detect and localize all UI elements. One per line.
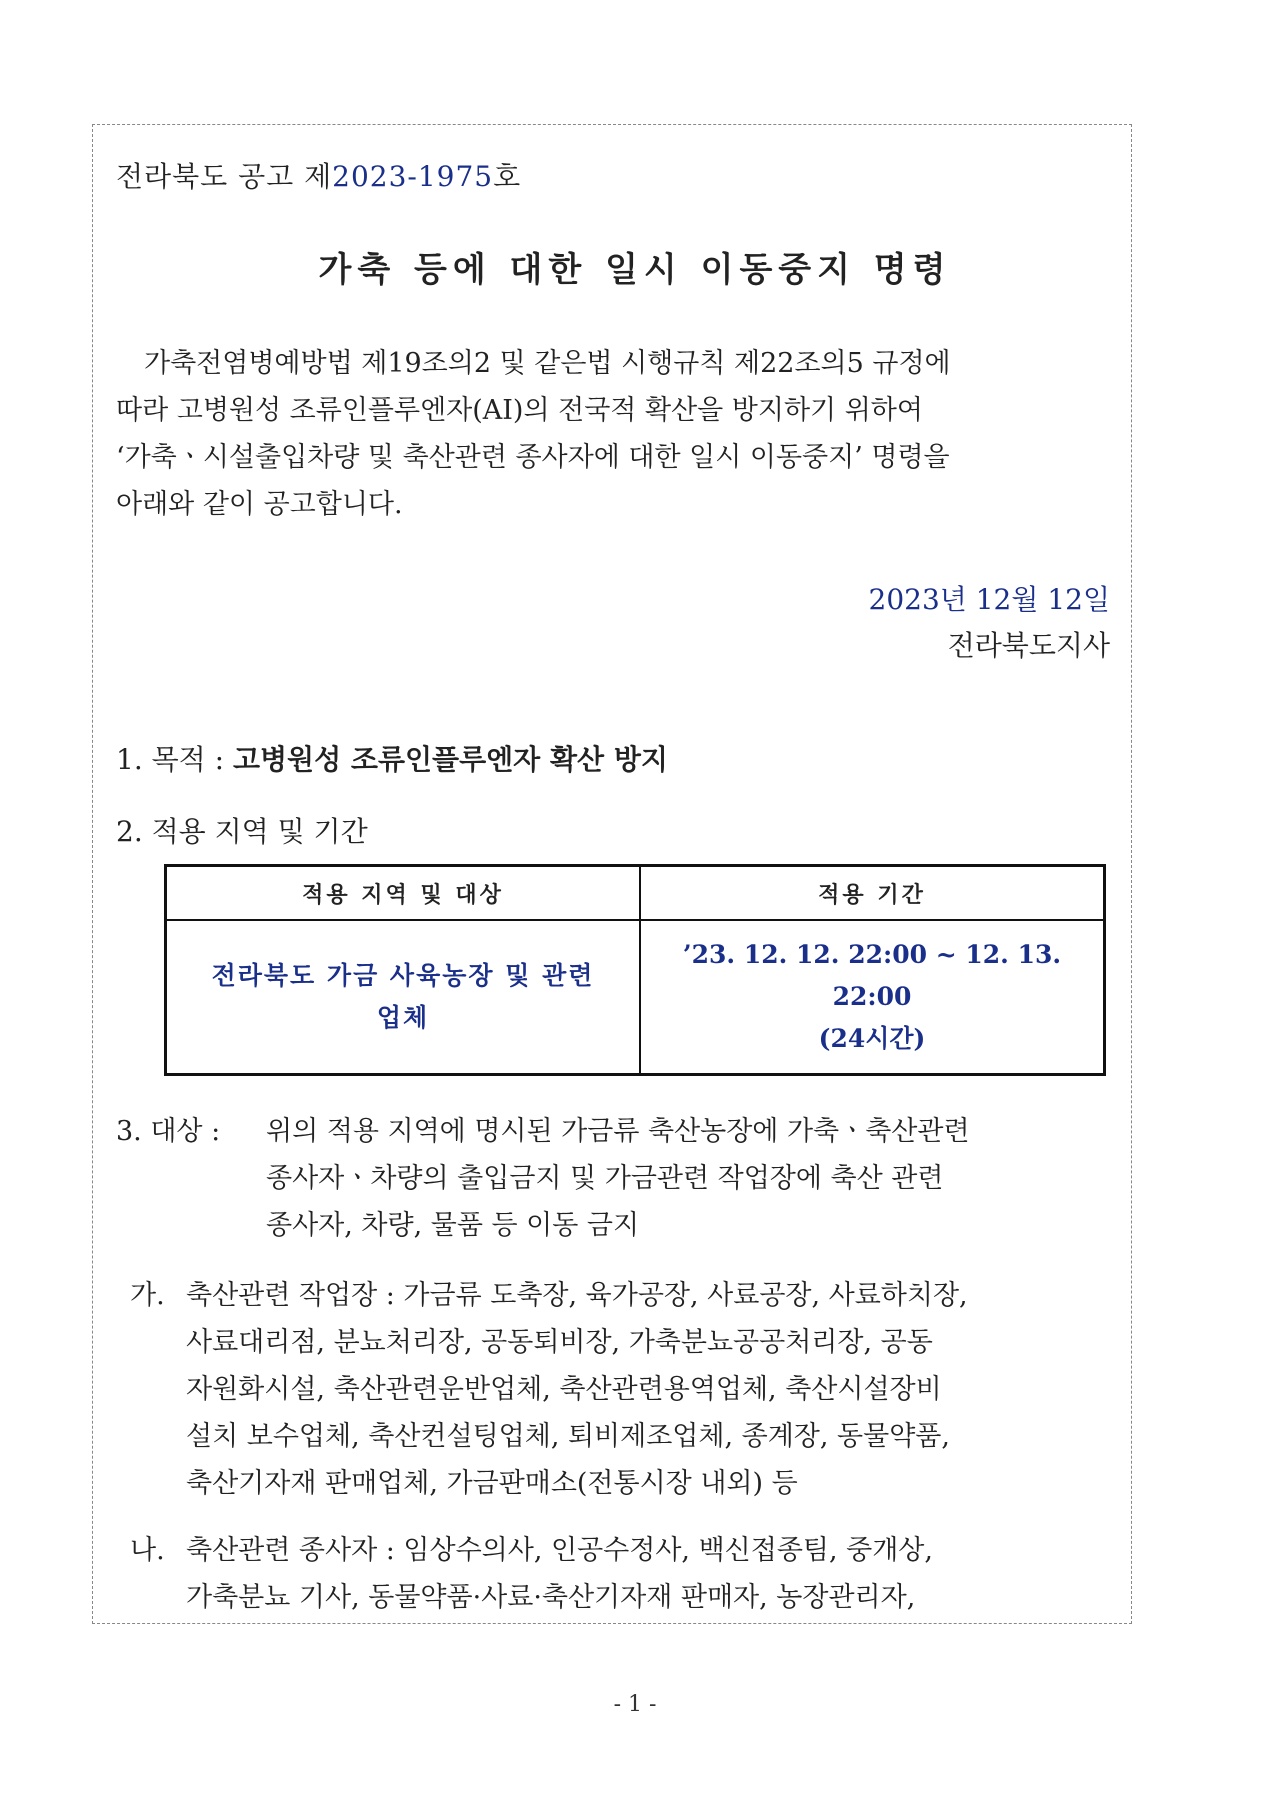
document-title: 가축 등에 대한 일시 이동중지 명령 [318,250,952,290]
subsection-mark: 가. [130,1280,165,1311]
notice-prefix: 전라북도 공고 제 [116,160,333,193]
section-target-label: 3. 대상 : [116,1116,221,1147]
subsection-text: 축산관련 작업장 : 가금류 도축장, 육가공장, 사료공장, 사료하치장, 사료대리점, 분뇨처리장, 공동퇴비장, 가축분뇨공공처리장, 공동 자원화시설, 축산관련운반업체, 축산관련용역업체, 축산시설장비 설치 보수업체, 축산컨설팅업체, 퇴비제조업체, 종계장, 동물약품, 축산기자재 판매업체, 가금판매소(전통시장 내외) 등 [186,1280,968,1499]
intro-line: 따라 고병원성 조류인플루엔자(AI)의 전국적 확산을 방지하기 위하여 [116,395,923,426]
subsection-mark: 나. [130,1535,165,1566]
notice-number-value: 2023-1975 [332,160,494,193]
intro-line: 아래와 같이 공고합니다. [116,489,403,520]
section-purpose-value: 고병원성 조류인플루엔자 확산 방지 [232,743,668,776]
section-area-period-heading: 2. 적용 지역 및 기간 [116,815,368,848]
section-target-text: 위의 적용 지역에 명시된 가금류 축산농장에 가축ㆍ축산관련 종사자ㆍ차량의 출입금지 및 가금관련 작업장에 축산 관련 종사자, 차량, 물품 등 이동 금지 [266,1116,970,1241]
table-cell-period: ’23. 12. 12. 22:00 ~ 12. 13. 22:00 (24시간) [640,920,1105,1075]
table-cell-area: 전라북도 가금 사육농장 및 관련 업체 [166,920,641,1075]
page-number: - 1 - [613,1692,657,1717]
table-header-row [166,866,1105,921]
section-purpose-label: 1. 목적 : [116,743,233,776]
subsection-text: 축산관련 종사자 : 임상수의사, 인공수정사, 백신접종팀, 중개상, 가축분뇨 기사, 동물약품·사료·축산기자재 판매자, 농장관리자, [186,1535,933,1613]
area-period-table [164,864,1106,1076]
intro-line: ‘가축ㆍ시설출입차량 및 축산관련 종사자에 대한 일시 이동중지’ 명령을 [116,442,950,473]
section-purpose [116,738,668,778]
table-row [166,920,1105,1075]
intro-line: 가축전염병예방법 제19조의2 및 같은법 시행규칙 제22조의5 규정에 [144,348,951,379]
intro-paragraph [116,340,1110,528]
table-header-area: 적용 지역 및 대상 [166,866,641,921]
notice-date: 2023년 12월 12일 [868,583,1110,616]
table-header-period: 적용 기간 [640,866,1105,921]
notice-suffix: 호 [493,160,522,193]
signer: 전라북도지사 [947,629,1110,662]
notice-number [116,155,521,195]
